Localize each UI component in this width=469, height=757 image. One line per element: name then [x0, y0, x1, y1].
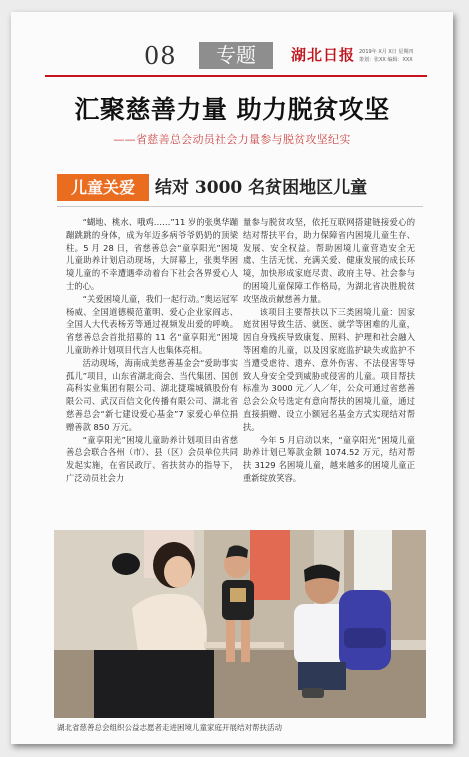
- masthead: [11, 12, 453, 88]
- kicker-title: 结对 3000 名贫困地区儿童: [155, 178, 368, 198]
- paragraph: “蝴地、桃水、哦鸡……”11 岁的张奥华蹦蹦跳跳的身体，成为年迈多病爷爷奶奶的顶梁柱。5 月 28 日，省慈善总会“童享阳光”困境儿童助养计划启动现场，大屏幕上，张奥华困境儿童的不幸遭遇牵动着台下社会各界爱心人士的心。: [66, 217, 238, 291]
- newspaper-logo: 湖北日报: [291, 46, 356, 64]
- kicker-divider: [57, 206, 423, 207]
- issue-meta: [359, 48, 413, 64]
- paragraph: 活动现场，海南成美慈善基金会“爱助事实孤儿”项目，山东省湖北商会、当代集团、国创高科实业集团有限公司、湖北捷瑞城镇股份有限公司、武汉百信文化传播有限公司、湖北省慈善总会“新七建设爱心基金”7 家爱心单位捐赠善款 850 万元。: [66, 357, 238, 432]
- issue-date: 2019年 X月 X日 星期四: [359, 49, 414, 55]
- paragraph: “关爱困境儿童，我们一起行动。”奥运冠军杨威、全国道德模范董明、爱心企业家阎志、全国人大代表杨芳等通过视频发出爱的呼唤。省慈善总会首批招募的 11 名“童享阳光”困境儿童助养计划项目代言人也集体亮相。: [66, 293, 238, 355]
- news-photo: [54, 530, 426, 718]
- paragraph: 该项目主要帮扶以下三类困境儿童：因家庭贫困导致生活、就医、就学等困难的儿童，因自身残疾导致康复、照料、护理和社会融入等困难的儿童，以及因家庭监护缺失或监护不当遭受虐待、遗弃、意外伤害、不法侵害等导致人身安全受到威胁或侵害的儿童。项目帮扶标准为 3000 元／人／年，公众可通过省慈善总会公众号选定有意向帮扶的困境儿童，通过直接捐赠、设立小额冠名基金方式实现结对帮扶。: [243, 306, 415, 432]
- page-number: 08: [144, 42, 177, 70]
- photo-caption: 湖北省慈善总会组织公益志愿者走进困境儿童家庭开展结对帮扶活动: [57, 723, 282, 732]
- paragraph: 今年 5 月启动以来，“童享阳光”困境儿童助养计划已筹款金额 1074.52 万元，结对帮扶 3129 名困境儿童，越来越多的困境儿童正重新绽放笑容。: [243, 434, 415, 483]
- photo-illustration: [54, 530, 426, 718]
- newspaper-page: [11, 12, 453, 744]
- paragraph: 量参与脱贫攻坚，依托互联网搭建链接爱心的结对帮扶平台，助力保障省内困境儿童生存、发展、安全权益。帮助困境儿童营造安全无虞、生活无忧、充满关爱、健康发展的成长环境，加快形成家庭尽责、政府主导、社会参与的困境儿童保障工作格局，为湖北省决胜脱贫攻坚战贡献慈善力量。: [243, 217, 415, 304]
- article-column-right: [243, 216, 415, 485]
- subheadline: ——省慈善总会动员社会力量参与脱贫攻坚纪实: [113, 133, 351, 146]
- kicker-label: 儿童关爱: [57, 174, 149, 201]
- headline: 汇聚慈善力量 助力脱贫攻坚: [74, 95, 390, 124]
- section-label: 专题: [199, 42, 273, 69]
- issue-editors: 策划：张XX 编辑：XXX: [359, 57, 413, 63]
- masthead-rule: [45, 75, 427, 77]
- paragraph: “童享阳光”困境儿童助养计划项目由省慈善总会联合各州（市）、县（区）会员单位共同发起实施，在省民政厅、省扶贫办的指导下，广泛动员社会力: [66, 434, 238, 483]
- article-column-left: [66, 216, 238, 485]
